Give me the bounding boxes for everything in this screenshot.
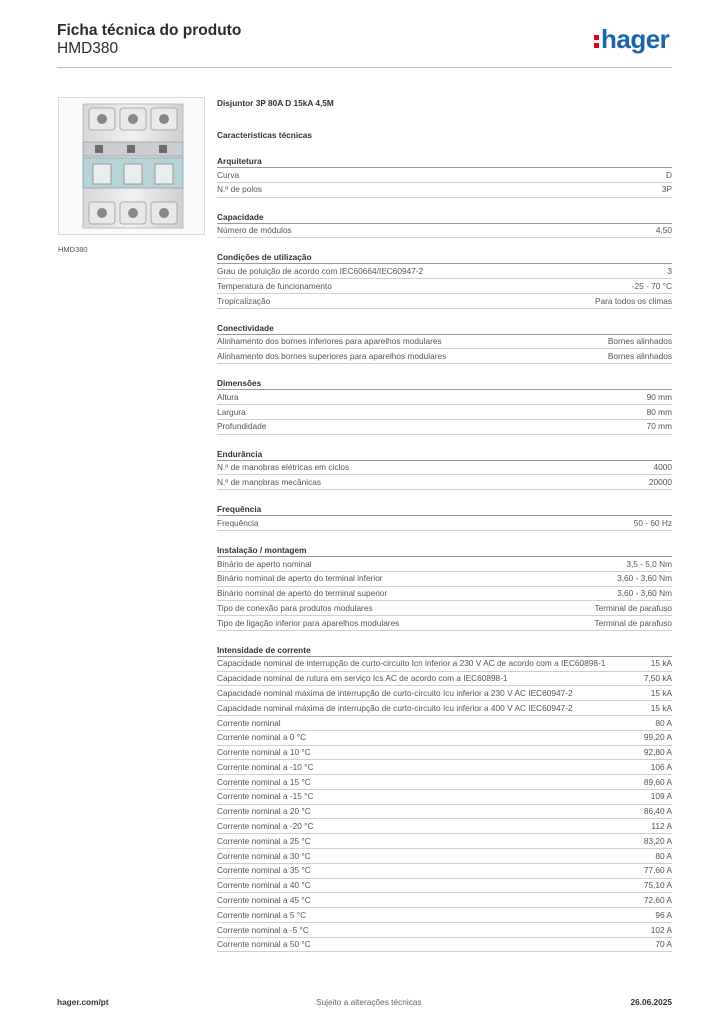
product-code: HMD380 bbox=[57, 40, 119, 57]
section-title: Dimensões bbox=[217, 377, 672, 390]
spec-label: Capacidade nominal máxima de interrupção de curto-circuito Icu inferior a 400 V AC IEC60947-2 bbox=[217, 702, 573, 713]
spec-row bbox=[217, 461, 672, 476]
spec-value: 4000 bbox=[653, 462, 672, 473]
spec-label: Número de módulos bbox=[217, 225, 292, 236]
logo-text: hager bbox=[601, 24, 670, 54]
spec-row bbox=[217, 657, 672, 672]
spec-label: Capacidade nominal de rutura em serviço Ics AC de acordo com a IEC60898-1 bbox=[217, 673, 508, 684]
spec-section bbox=[217, 251, 672, 308]
section-title: Capacidade bbox=[217, 211, 672, 224]
spec-label: N.º de manobras elétricas em ciclos bbox=[217, 462, 350, 473]
spec-label: Corrente nominal a 15 °C bbox=[217, 776, 311, 787]
section-title: Arquitetura bbox=[217, 155, 672, 168]
spec-value: 3,60 - 3,60 Nm bbox=[617, 573, 672, 584]
spec-label: Corrente nominal a -10 °C bbox=[217, 761, 314, 772]
spec-row bbox=[217, 601, 672, 616]
spec-label: Corrente nominal a 30 °C bbox=[217, 850, 311, 861]
spec-row bbox=[217, 557, 672, 572]
spec-row bbox=[217, 224, 672, 239]
spec-section bbox=[217, 448, 672, 491]
spec-row bbox=[217, 923, 672, 938]
spec-value: 3,60 - 3,60 Nm bbox=[617, 588, 672, 599]
spec-value: 7,50 kA bbox=[643, 673, 672, 684]
spec-row bbox=[217, 672, 672, 687]
product-image bbox=[58, 97, 205, 235]
spec-value: 3P bbox=[661, 184, 672, 195]
spec-value: 15 kA bbox=[650, 688, 672, 698]
spec-row bbox=[217, 516, 672, 531]
spec-value: Para todos os climas bbox=[594, 295, 672, 306]
section-title: Instalação / montagem bbox=[217, 544, 672, 557]
spec-value: 109 A bbox=[650, 791, 672, 802]
spec-value: -25 - 70 °C bbox=[631, 280, 672, 291]
spec-row bbox=[217, 938, 672, 953]
spec-label: Corrente nominal a 40 °C bbox=[217, 880, 311, 891]
spec-row bbox=[217, 805, 672, 820]
spec-value: Terminal de parafuso bbox=[594, 602, 672, 613]
circuit-breaker-illustration bbox=[59, 98, 204, 234]
spec-value: 102 A bbox=[650, 924, 672, 935]
spec-row bbox=[217, 849, 672, 864]
spec-row bbox=[217, 390, 672, 405]
spec-label: Curva bbox=[217, 169, 240, 180]
spec-value: 70 A bbox=[655, 939, 672, 950]
spec-row bbox=[217, 775, 672, 790]
page-title: Ficha técnica do produto bbox=[57, 22, 242, 39]
spec-row bbox=[217, 701, 672, 716]
spec-content bbox=[217, 96, 672, 952]
logo-colon-icon bbox=[594, 32, 599, 51]
spec-value: 89,60 A bbox=[643, 776, 672, 787]
spec-value: 50 - 60 Hz bbox=[633, 517, 672, 528]
spec-label: Corrente nominal a 20 °C bbox=[217, 806, 311, 817]
spec-label: Tipo de conexão para produtos modulares bbox=[217, 602, 373, 613]
spec-value: 86,40 A bbox=[643, 806, 672, 817]
spec-label: Alinhamento dos bornes inferiores para aparelhos modulares bbox=[217, 336, 442, 347]
spec-label: Corrente nominal a 35 °C bbox=[217, 865, 311, 876]
spec-row bbox=[217, 405, 672, 420]
section-title: Frequência bbox=[217, 503, 672, 516]
spec-value: 80 A bbox=[655, 717, 672, 728]
spec-label: Temperatura de funcionamento bbox=[217, 280, 332, 291]
spec-label: Tropicalização bbox=[217, 295, 271, 306]
spec-row bbox=[217, 183, 672, 198]
spec-label: Altura bbox=[217, 391, 239, 402]
spec-row bbox=[217, 587, 672, 602]
spec-value: 92,80 A bbox=[643, 747, 672, 758]
spec-section bbox=[217, 211, 672, 239]
spec-row bbox=[217, 790, 672, 805]
spec-value: 70 mm bbox=[646, 421, 672, 432]
spec-section bbox=[217, 644, 672, 953]
spec-label: Corrente nominal a 5 °C bbox=[217, 909, 307, 920]
spec-value: 77,60 A bbox=[643, 865, 672, 876]
spec-value: 90 mm bbox=[646, 391, 672, 402]
spec-label: Corrente nominal a 10 °C bbox=[217, 747, 311, 758]
spec-label: Corrente nominal a -15 °C bbox=[217, 791, 314, 802]
spec-row bbox=[217, 746, 672, 761]
header-divider bbox=[57, 67, 672, 68]
footer-disclaimer: Sujeito a alterações técnicas bbox=[316, 997, 422, 1007]
spec-row bbox=[217, 294, 672, 309]
section-title: Endurância bbox=[217, 448, 672, 461]
spec-row bbox=[217, 864, 672, 879]
spec-row bbox=[217, 908, 672, 923]
spec-label: Corrente nominal a 50 °C bbox=[217, 939, 311, 950]
spec-value: 112 A bbox=[651, 821, 672, 832]
spec-label: Alinhamento dos bornes superiores para aparelhos modulares bbox=[217, 351, 447, 362]
footer-date: 26.06.2025 bbox=[630, 997, 672, 1007]
tech-heading: Características técnicas bbox=[217, 130, 313, 140]
footer-website: hager.com/pt bbox=[57, 997, 109, 1007]
spec-row bbox=[217, 731, 672, 746]
spec-label: Corrente nominal a 0 °C bbox=[217, 732, 307, 743]
spec-label: Binário nominal de aperto do terminal superior bbox=[217, 588, 388, 599]
spec-label: Binário nominal de aperto do terminal inferior bbox=[217, 573, 383, 584]
spec-value: 80 mm bbox=[646, 406, 672, 417]
spec-row bbox=[217, 716, 672, 731]
spec-label: Corrente nominal a -20 °C bbox=[217, 821, 314, 832]
spec-label: Capacidade nominal máxima de interrupção de curto-circuito Icu inferior a 230 V AC IEC60947-2 bbox=[217, 688, 573, 698]
spec-value: 72,60 A bbox=[643, 894, 672, 905]
spec-label: Binário de aperto nominal bbox=[217, 558, 312, 569]
spec-label: N.º de polos bbox=[217, 184, 263, 195]
spec-value: 3 bbox=[667, 265, 672, 276]
section-title: Condições de utilização bbox=[217, 251, 672, 264]
spec-value: 99,20 A bbox=[643, 732, 672, 743]
spec-row bbox=[217, 168, 672, 183]
spec-label: Largura bbox=[217, 406, 246, 417]
section-title: Conectividade bbox=[217, 322, 672, 335]
spec-label: Tipo de ligação inferior para aparelhos modulares bbox=[217, 617, 400, 628]
spec-section bbox=[217, 322, 672, 365]
spec-row bbox=[217, 819, 672, 834]
spec-row bbox=[217, 893, 672, 908]
spec-value: 96 A bbox=[655, 909, 672, 920]
spec-row bbox=[217, 264, 672, 279]
spec-row bbox=[217, 475, 672, 490]
spec-value: 83,20 A bbox=[643, 835, 672, 846]
spec-section bbox=[217, 544, 672, 631]
spec-row bbox=[217, 616, 672, 631]
spec-row bbox=[217, 572, 672, 587]
spec-label: Frequência bbox=[217, 517, 259, 528]
spec-label: Corrente nominal a 45 °C bbox=[217, 894, 311, 905]
spec-value: 4,50 bbox=[655, 225, 672, 236]
spec-section bbox=[217, 377, 672, 434]
spec-value: Bornes alinhados bbox=[607, 336, 672, 347]
spec-label: N.º de manobras mecânicas bbox=[217, 476, 322, 487]
spec-value: 106 A bbox=[650, 761, 672, 772]
spec-value: 15 kA bbox=[650, 702, 672, 713]
spec-value: 75,10 A bbox=[643, 880, 672, 891]
spec-row bbox=[217, 834, 672, 849]
image-caption: HMD380 bbox=[58, 245, 88, 254]
spec-row bbox=[217, 279, 672, 294]
hager-logo bbox=[594, 24, 669, 55]
spec-label: Capacidade nominal de interrupção de curto-circuito Icn inferior a 230 V AC de acordo com a IEC60898-1 bbox=[217, 658, 606, 669]
spec-row bbox=[217, 686, 672, 701]
spec-value: 3,5 - 5,0 Nm bbox=[626, 558, 672, 569]
spec-row bbox=[217, 879, 672, 894]
section-title: Intensidade de corrente bbox=[217, 644, 672, 657]
spec-value: Bornes alinhados bbox=[607, 351, 672, 362]
spec-value: 15 kA bbox=[650, 658, 672, 669]
spec-label: Corrente nominal a 25 °C bbox=[217, 835, 311, 846]
spec-section bbox=[217, 155, 672, 198]
product-title: Disjuntor 3P 80A D 15kA 4,5M bbox=[217, 98, 334, 108]
spec-label: Corrente nominal bbox=[217, 717, 281, 728]
spec-row bbox=[217, 349, 672, 364]
spec-value: 20000 bbox=[648, 476, 672, 487]
spec-row bbox=[217, 420, 672, 435]
spec-value: D bbox=[666, 169, 672, 180]
spec-sections bbox=[217, 155, 672, 952]
spec-label: Corrente nominal a -5 °C bbox=[217, 924, 309, 935]
spec-row bbox=[217, 335, 672, 350]
spec-value: Terminal de parafuso bbox=[594, 617, 672, 628]
spec-label: Profundidade bbox=[217, 421, 267, 432]
spec-value: 80 A bbox=[655, 850, 672, 861]
spec-row bbox=[217, 760, 672, 775]
spec-section bbox=[217, 503, 672, 531]
spec-label: Grau de poluição de acordo com IEC60664/IEC60947-2 bbox=[217, 265, 424, 276]
